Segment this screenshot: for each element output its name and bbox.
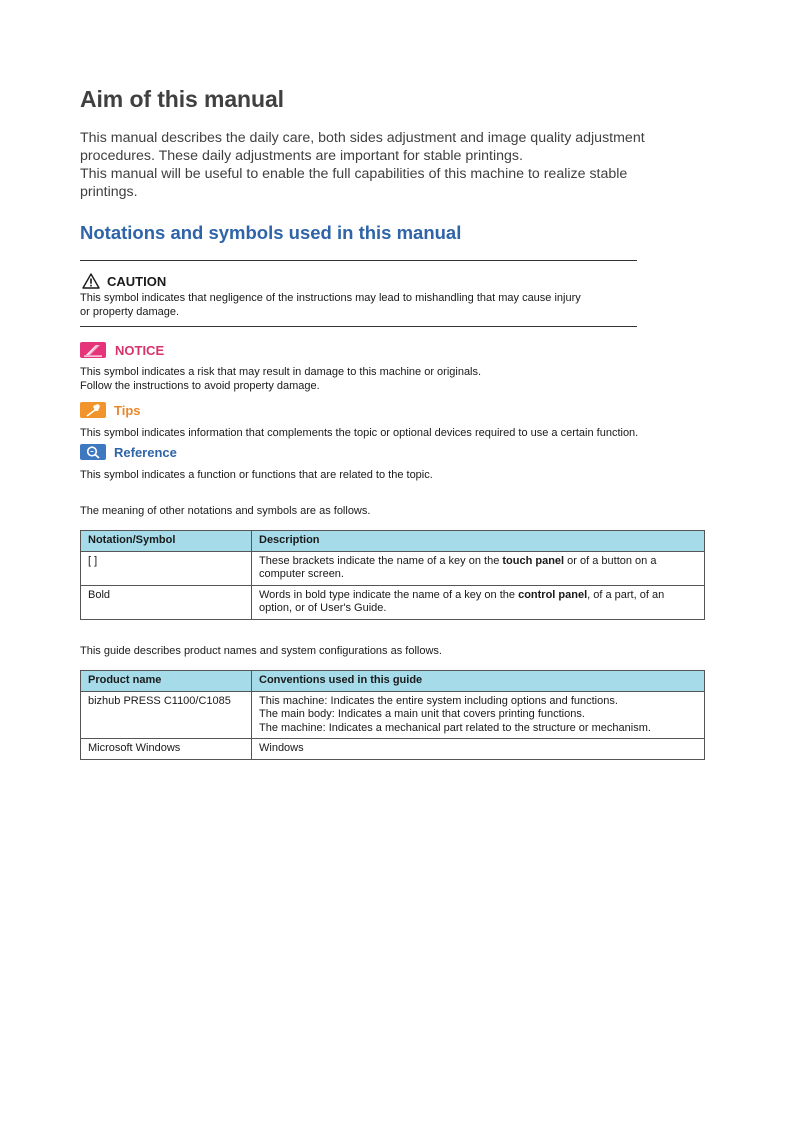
- other-notations-intro: The meaning of other notations and symbols are as follows.: [80, 505, 371, 517]
- reference-label: Reference: [114, 444, 177, 460]
- tips-heading: [80, 402, 141, 418]
- notice-text-line: Follow the instructions to avoid property damage.: [80, 380, 320, 392]
- table-header-cell: Description: [252, 531, 705, 552]
- convention-line: The machine: Indicates a mechanical part related to the structure or mechanism.: [259, 721, 651, 734]
- notice-label: NOTICE: [115, 342, 165, 358]
- intro-line: procedures. These daily adjustments are important for stable printings.: [80, 148, 523, 164]
- table-header-row: [81, 671, 705, 692]
- caution-text-line: This symbol indicates that negligence of the instructions may lead to mishandling that may cause injury: [80, 292, 581, 304]
- convention-line: The main body: Indicates a main unit that covers printing functions.: [259, 708, 585, 720]
- description-text: or of a button on a computer screen.: [259, 554, 657, 580]
- product-table: [80, 670, 705, 760]
- notice-text-line: This symbol indicates a risk that may result in damage to this machine or originals.: [80, 366, 482, 378]
- reference-magnifier-icon: [80, 444, 106, 460]
- intro-line: This manual will be useful to enable the full capabilities of this machine to realize stable: [80, 166, 628, 182]
- table-row: [81, 551, 705, 585]
- product-name-cell: Microsoft Windows: [81, 739, 252, 760]
- tips-pin-icon: [80, 402, 106, 418]
- caution-label: CAUTION: [107, 273, 167, 289]
- intro-paragraph: [80, 129, 720, 201]
- table-row: [81, 691, 705, 739]
- notation-table: [80, 530, 705, 620]
- table-header-row: [81, 531, 705, 552]
- description-bold-text: touch panel: [502, 554, 565, 567]
- notice-heading: [80, 342, 164, 358]
- convention-cell: Windows: [252, 739, 705, 760]
- notation-cell: Bold: [81, 585, 252, 619]
- tips-label: Tips: [114, 402, 141, 418]
- warning-triangle-icon: [82, 273, 100, 289]
- caution-text: [80, 291, 640, 319]
- notation-cell: [ ]: [81, 551, 252, 585]
- intro-line: printings.: [80, 184, 138, 200]
- notations-heading: Notations and symbols used in this manual: [80, 222, 462, 243]
- caution-text-line: or property damage.: [80, 306, 180, 318]
- page-title: Aim of this manual: [80, 86, 284, 112]
- table-row: [81, 739, 705, 760]
- table-header-cell: Product name: [81, 671, 252, 692]
- caution-top-divider: [80, 260, 637, 261]
- intro-line: This manual describes the daily care, both sides adjustment and image quality adjustment: [80, 130, 645, 146]
- product-name-cell: bizhub PRESS C1100/C1085: [81, 691, 252, 739]
- reference-heading: [80, 444, 177, 460]
- table-row: [81, 585, 705, 619]
- description-bold-text: control panel: [518, 588, 588, 601]
- description-text: These brackets indicate the name of a key on the: [259, 554, 503, 567]
- convention-line: This machine: Indicates the entire system including options and functions.: [259, 694, 618, 707]
- table-header-cell: Notation/Symbol: [81, 531, 252, 552]
- guide-intro: This guide describes product names and system configurations as follows.: [80, 645, 442, 657]
- caution-heading: [82, 273, 166, 289]
- description-text: , of a part, of an option, or of User's Guide.: [259, 588, 665, 614]
- description-cell: [252, 585, 705, 619]
- table-header-cell: Conventions used in this guide: [252, 671, 705, 692]
- tips-text: This symbol indicates information that complements the topic or optional devices required to use a certain function.: [80, 427, 639, 439]
- description-text: Words in bold type indicate the name of a key on the: [259, 588, 519, 601]
- notice-pencil-icon: [80, 342, 106, 358]
- notice-text: [80, 365, 680, 393]
- caution-bottom-divider: [80, 326, 637, 327]
- description-cell: [252, 551, 705, 585]
- reference-text: This symbol indicates a function or functions that are related to the topic.: [80, 469, 433, 481]
- convention-cell: [252, 691, 705, 739]
